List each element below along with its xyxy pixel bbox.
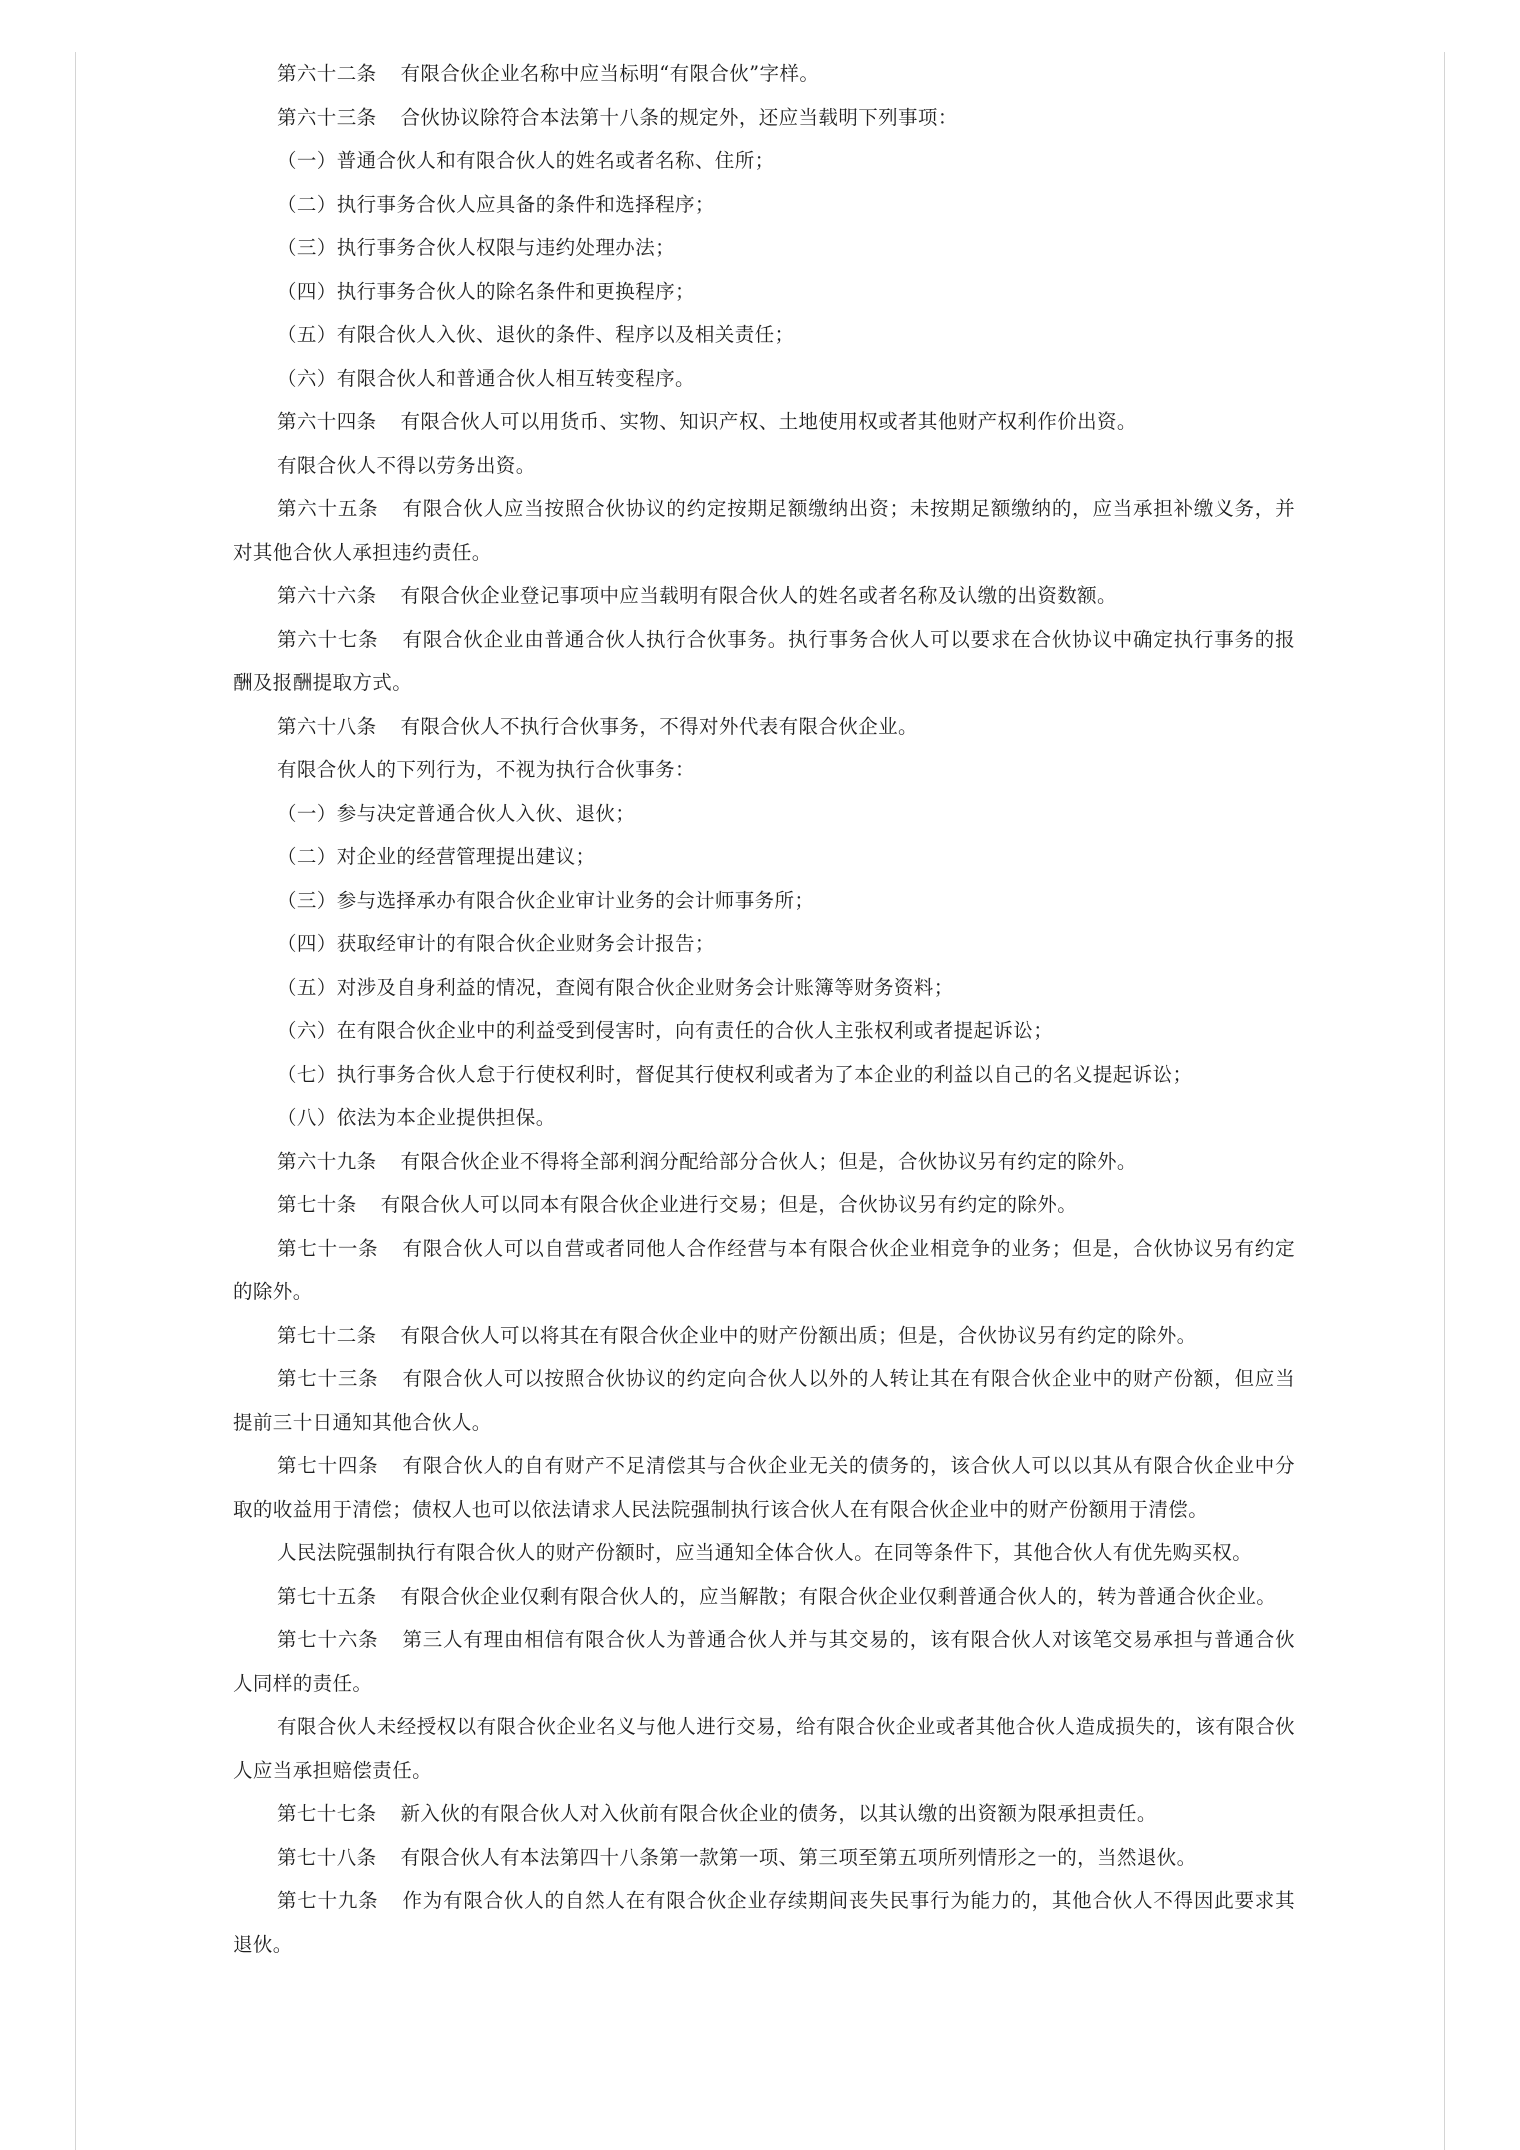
article-number: 第七十九条 [277,1889,379,1912]
paragraph-text: 有限合伙人不执行合伙事务，不得对外代表有限合伙企业。 [400,714,918,738]
paragraph-text: 第三人有理由相信有限合伙人为普通合伙人并与其交易的，该有限合伙人对该笔交易承担与普通合伙人同样的责任。 [233,1628,1295,1695]
paragraph-text: 合伙协议除符合本法第十八条的规定外，还应当载明下列事项： [400,105,958,129]
paragraph-text: 有限合伙人不得以劳务出资。 [277,453,536,477]
paragraph [233,357,1295,401]
article-number: 第七十二条 [277,1323,377,1347]
paragraph-text: （四）获取经审计的有限合伙企业财务会计报告； [277,932,715,955]
article-paragraph [233,1183,1295,1227]
paragraph-text: （三）执行事务合伙人权限与违约处理办法； [277,236,676,259]
paragraph-text: 新入伙的有限合伙人对入伙前有限合伙企业的债务，以其认缴的出资额为限承担责任。 [400,1802,1157,1825]
paragraph-text: 人民法院强制执行有限合伙人的财产份额时，应当通知全体合伙人。在同等条件下，其他合伙人有优先购买权。 [277,1541,1253,1564]
paragraph [233,226,1295,270]
paragraph-text: 有限合伙企业仅剩有限合伙人的，应当解散；有限合伙企业仅剩普通合伙人的，转为普通合伙企业。 [400,1584,1277,1608]
paragraph-text: 有限合伙企业由普通合伙人执行合伙事务。执行事务合伙人可以要求在合伙协议中确定执行事务的报酬及报酬提取方式。 [233,627,1295,694]
paragraph [233,792,1295,836]
article-paragraph [233,1227,1295,1314]
article-paragraph [233,1575,1295,1619]
article-paragraph [233,96,1295,140]
paragraph [233,922,1295,966]
paragraph [233,1053,1295,1097]
article-paragraph [233,52,1295,96]
article-number: 第六十六条 [277,584,377,607]
article-paragraph [233,1314,1295,1358]
paragraph-text: （二）对企业的经营管理提出建议； [277,845,596,868]
paragraph-text: （二）执行事务合伙人应具备的条件和选择程序； [277,192,715,216]
article-number: 第六十九条 [277,1149,377,1173]
paragraph-text: （八）依法为本企业提供担保。 [277,1106,556,1129]
article-paragraph [233,1618,1295,1705]
paragraph-text: （六）有限合伙人和普通合伙人相互转变程序。 [277,366,695,390]
paragraph-text: 有限合伙人可以同本有限合伙企业进行交易；但是，合伙协议另有约定的除外。 [380,1193,1078,1216]
paragraph [233,139,1295,183]
paragraph-text: 有限合伙人的下列行为，不视为执行合伙事务： [277,758,695,781]
paragraph [233,1705,1295,1792]
article-paragraph [233,487,1295,574]
article-number: 第六十三条 [277,105,377,129]
paragraph-text: （七）执行事务合伙人怠于行使权利时，督促其行使权利或者为了本企业的利益以自己的名义提起诉讼； [277,1062,1193,1086]
paragraph [233,835,1295,879]
paragraph-text: 有限合伙人未经授权以有限合伙企业名义与他人进行交易，给有限合伙企业或者其他合伙人造成损失的，该有限合伙人应当承担赔偿责任。 [233,1715,1295,1782]
paragraph-text: （三）参与选择承办有限合伙企业审计业务的会计师事务所； [277,888,815,912]
article-number: 第六十七条 [277,627,379,651]
paragraph [233,183,1295,227]
paragraph-text: （四）执行事务合伙人的除名条件和更换程序； [277,279,695,303]
article-number: 第六十二条 [277,62,377,85]
paragraph-text: （一）普通合伙人和有限合伙人的姓名或者名称、住所； [277,149,775,172]
article-number: 第六十八条 [277,714,377,738]
paragraph [233,444,1295,488]
paragraph-text: （五）有限合伙人入伙、退伙的条件、程序以及相关责任； [277,323,795,346]
paragraph-text: 有限合伙企业名称中应当标明“有限合伙”字样。 [400,62,820,85]
article-number: 第七十八条 [277,1845,377,1869]
article-number: 第六十四条 [277,410,377,433]
paragraph-text: 作为有限合伙人的自然人在有限合伙企业存续期间丧失民事行为能力的，其他合伙人不得因此要求其退伙。 [233,1889,1295,1956]
paragraph-text: 有限合伙人有本法第四十八条第一款第一项、第三项至第五项所列情形之一的，当然退伙。 [400,1845,1197,1869]
paragraph [233,1531,1295,1575]
article-paragraph [233,1879,1295,1966]
article-paragraph [233,618,1295,705]
paragraph [233,1009,1295,1053]
paragraph-text: 有限合伙人应当按照合伙协议的约定按期足额缴纳出资；未按期足额缴纳的，应当承担补缴义务，并对其他合伙人承担违约责任。 [233,497,1295,564]
paragraph-text: 有限合伙人可以自营或者同他人合作经营与本有限合伙企业相竞争的业务；但是，合伙协议另有约定的除外。 [233,1236,1295,1303]
paragraph-text: 有限合伙企业登记事项中应当载明有限合伙人的姓名或者名称及认缴的出资数额。 [400,584,1117,607]
paragraph [233,879,1295,923]
article-number: 第七十七条 [277,1802,377,1825]
paragraph-text: 有限合伙人可以按照合伙协议的约定向合伙人以外的人转让其在有限合伙企业中的财产份额，但应当提前三十日通知其他合伙人。 [233,1367,1295,1434]
article-paragraph [233,400,1295,444]
paragraph [233,270,1295,314]
document-body [233,52,1295,1966]
article-paragraph [233,1792,1295,1836]
paragraph-text: （六）在有限合伙企业中的利益受到侵害时，向有责任的合伙人主张权利或者提起诉讼； [277,1019,1054,1042]
paragraph-text: （一）参与决定普通合伙人入伙、退伙； [277,801,636,825]
article-paragraph [233,705,1295,749]
article-number: 第七十三条 [277,1367,379,1390]
paragraph-text: （五）对涉及自身利益的情况，查阅有限合伙企业财务会计账簿等财务资料； [277,975,954,999]
article-number: 第六十五条 [277,497,379,520]
article-number: 第七十五条 [277,1584,377,1608]
article-paragraph [233,574,1295,618]
article-paragraph [233,1836,1295,1880]
article-paragraph [233,1357,1295,1444]
article-number: 第七十六条 [277,1628,379,1651]
paragraph [233,748,1295,792]
paragraph-text: 有限合伙企业不得将全部利润分配给部分合伙人；但是，合伙协议另有约定的除外。 [400,1149,1137,1173]
paragraph-text: 有限合伙人的自有财产不足清偿其与合伙企业无关的债务的，该合伙人可以以其从有限合伙企业中分取的收益用于清偿；债权人也可以依法请求人民法院强制执行该合伙人在有限合伙企业中的财产份额用于清偿。 [233,1454,1295,1521]
article-paragraph [233,1140,1295,1184]
paragraph-text: 有限合伙人可以将其在有限合伙企业中的财产份额出质；但是，合伙协议另有约定的除外。 [400,1323,1197,1347]
paragraph [233,1096,1295,1140]
paragraph-text: 有限合伙人可以用货币、实物、知识产权、土地使用权或者其他财产权利作价出资。 [400,410,1137,433]
article-number: 第七十一条 [277,1236,379,1260]
paragraph [233,966,1295,1010]
article-number: 第七十条 [277,1193,357,1216]
article-paragraph [233,1444,1295,1531]
paragraph [233,313,1295,357]
article-number: 第七十四条 [277,1454,379,1477]
